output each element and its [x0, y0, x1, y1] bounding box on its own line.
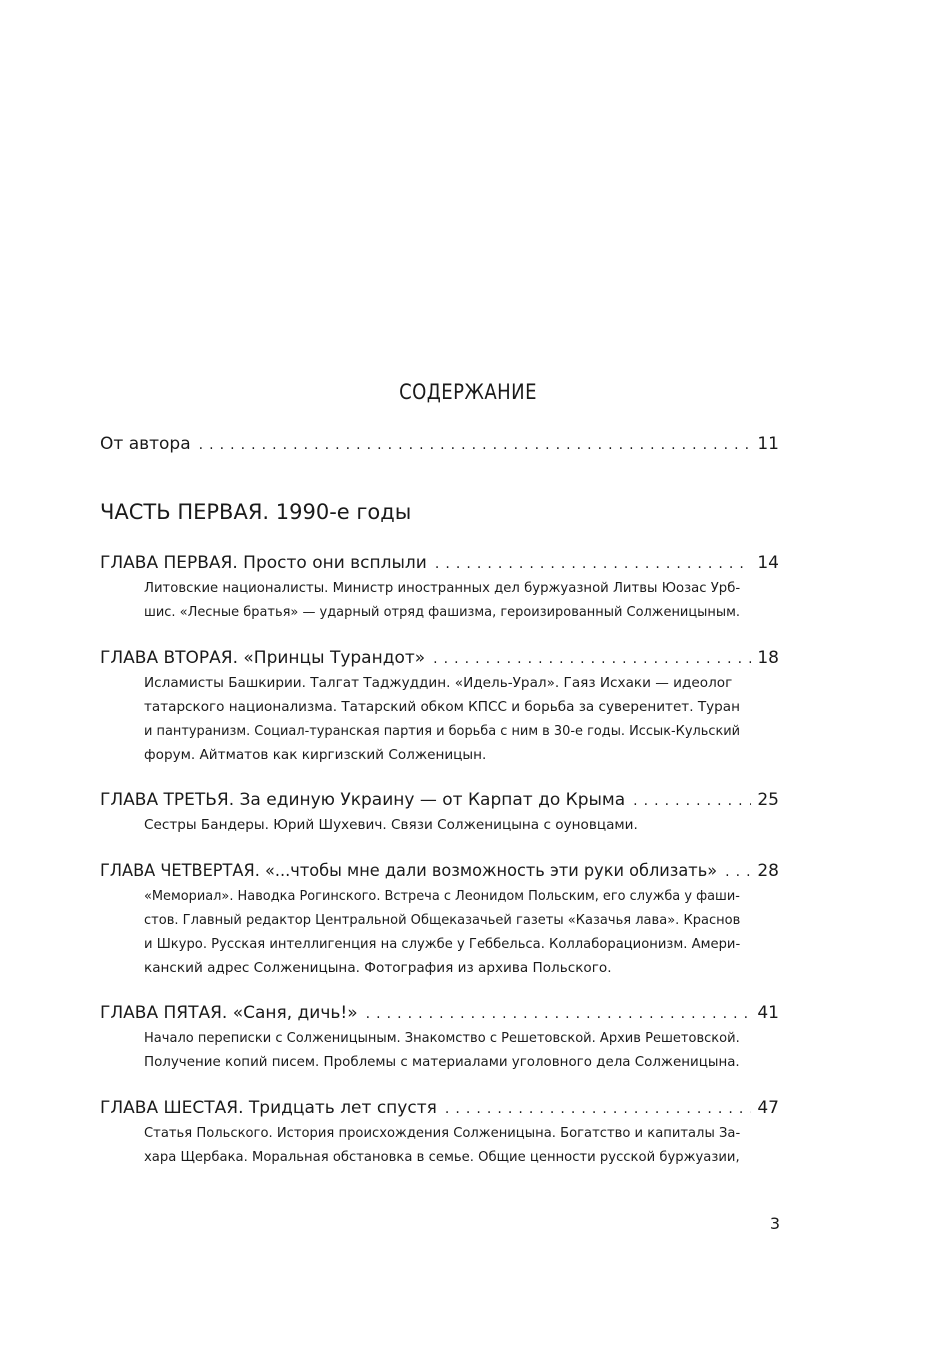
chapter-summary: [144, 813, 740, 837]
summary-line: Литовские националисты. Министр иностранных дел буржуазной Литвы Юозас Урб-: [144, 580, 741, 596]
toc-entry-chapter-2[interactable]: [100, 647, 779, 670]
toc-page-number: 28: [757, 861, 779, 881]
summary-line: и Шкуро. Русская интеллигенция на службе у Геббельса. Коллаборационизм. Амери-: [144, 936, 741, 952]
toc-entry-label: ГЛАВА ВТОРАЯ. «Принцы Турандот»: [100, 648, 426, 668]
leader-dots: [433, 648, 751, 670]
toc-page-number: 11: [757, 434, 779, 454]
summary-line: шис. «Лесные братья» — ударный отряд фашизма, героизированный Солженицыным.: [144, 604, 741, 620]
toc-entry-label: ГЛАВА ПЕРВАЯ. Просто они всплыли: [100, 553, 427, 573]
chapter-summary: [144, 1026, 740, 1074]
toc-entry-chapter-1[interactable]: [100, 552, 779, 575]
page-number: 3: [769, 1214, 780, 1233]
summary-line: Статья Польского. История происхождения Солженицына. Богатство и капиталы За-: [144, 1125, 741, 1141]
summary-line: и пантуранизм. Социал-туранская партия и борьба с ним в 30-е годы. Иссык-Кульский: [144, 723, 741, 739]
toc-entry-chapter-5[interactable]: [100, 1002, 779, 1025]
summary-line: Получение копий писем. Проблемы с материалами уголовного дела Солженицына.: [144, 1054, 740, 1070]
toc-entry-label: От автора: [100, 434, 191, 454]
chapter-summary: [144, 576, 740, 624]
toc-entry-label: ГЛАВА ЧЕТВЕРТАЯ. «...чтобы мне дали возможность эти руки облизать»: [100, 861, 718, 881]
toc-entry-label: ГЛАВА ШЕСТАЯ. Тридцать лет спустя: [100, 1098, 437, 1118]
part-heading: ЧАСТЬ ПЕРВАЯ. 1990-е годы: [100, 500, 412, 524]
leader-dots: [725, 861, 751, 883]
chapter-summary: [144, 884, 740, 980]
leader-dots: [445, 1098, 751, 1120]
toc-page-number: 41: [757, 1003, 779, 1023]
leader-dots: [199, 434, 751, 456]
toc-page-number: 14: [757, 553, 779, 573]
summary-line: стов. Главный редактор Центральной Общеказачьей газеты «Казачья лава». Краснов: [144, 912, 741, 928]
toc-entry-label: ГЛАВА ПЯТАЯ. «Саня, дичь!»: [100, 1003, 358, 1023]
leader-dots: [366, 1003, 751, 1025]
summary-line: Сестры Бандеры. Юрий Шухевич. Связи Солженицына с оуновцами.: [144, 817, 638, 833]
leader-dots: [633, 790, 751, 812]
chapter-summary: [144, 671, 740, 767]
leader-dots: [435, 553, 751, 575]
toc-entry-label: ГЛАВА ТРЕТЬЯ. За единую Украину — от Карпат до Крыма: [100, 790, 626, 810]
summary-line: татарского национализма. Татарский обком КПСС и борьба за суверенитет. Туран: [144, 699, 740, 715]
summary-line: «Мемориал». Наводка Рогинского. Встреча с Леонидом Польским, его служба у фаши-: [144, 888, 740, 904]
toc-entry-chapter-6[interactable]: [100, 1097, 779, 1120]
toc-entry-chapter-4[interactable]: [100, 860, 779, 883]
toc-page-number: 47: [757, 1098, 779, 1118]
toc-page-number: 18: [757, 648, 779, 668]
summary-line: Исламисты Башкирии. Талгат Таджуддин. «Идель-Урал». Гаяз Исхаки — идеолог: [144, 675, 733, 691]
toc-page-number: 25: [757, 790, 779, 810]
page-title: СОДЕРЖАНИЕ: [399, 380, 537, 404]
summary-line: хара Щербака. Моральная обстановка в семье. Общие ценности русской буржуазии,: [144, 1149, 740, 1165]
toc-entry-chapter-3[interactable]: [100, 789, 779, 812]
toc-entry-preface[interactable]: [100, 433, 779, 456]
summary-line: канский адрес Солженицына. Фотография из архива Польского.: [144, 960, 612, 976]
summary-line: форум. Айтматов как киргизский Солженицын.: [144, 747, 487, 763]
summary-line: Начало переписки с Солженицыным. Знакомство с Решетовской. Архив Решетовской.: [144, 1030, 740, 1046]
chapter-summary: [144, 1121, 740, 1169]
